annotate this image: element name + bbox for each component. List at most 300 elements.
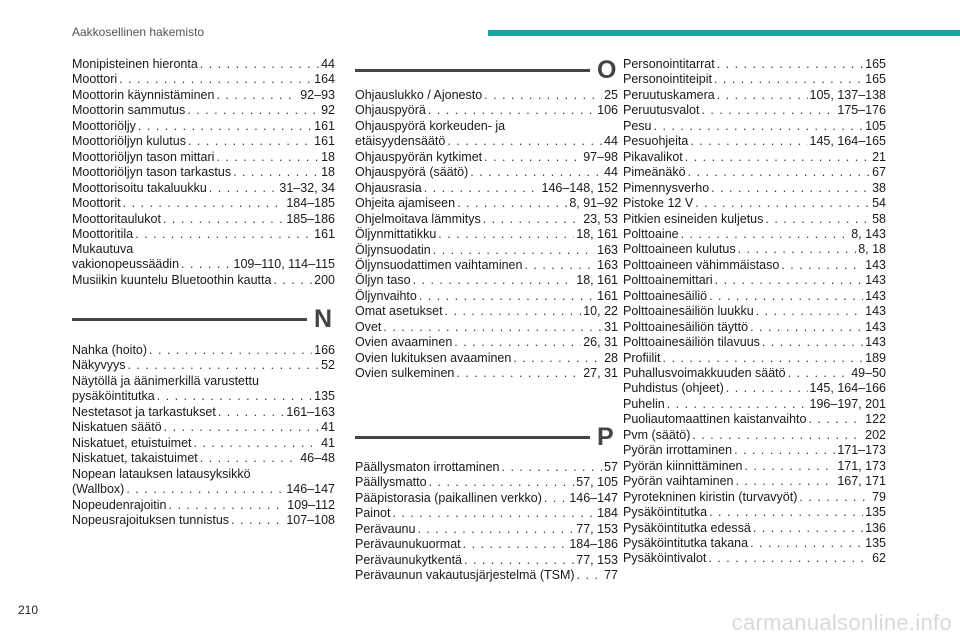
index-entry-pages: 28 [604, 350, 618, 365]
index-entry-pages: 8, 91–92 [569, 196, 618, 211]
dot-leader [138, 119, 312, 134]
index-entry-term: Niskatuet, takaistuimet [72, 451, 198, 466]
index-entry-term: Pyörän vaihtaminen [623, 474, 734, 489]
index-entry-pages: 184–185 [286, 196, 335, 211]
index-entry [355, 537, 618, 552]
index-entry-pages: 44 [604, 165, 618, 180]
index-entry [623, 273, 886, 288]
index-entry-pages: 77, 153 [576, 521, 618, 536]
section-divider [72, 318, 307, 321]
index-entry-term: Perävaunukuormat [355, 537, 461, 552]
index-entry-term: Perävaunukytkentä [355, 552, 463, 567]
dot-leader [163, 212, 284, 227]
dot-leader [654, 119, 864, 134]
index-entry-pages: 109–112 [287, 497, 335, 512]
dot-leader [709, 289, 863, 304]
index-entry-pages: 143 [865, 335, 886, 350]
index-entry-pages: 38 [872, 180, 886, 195]
index-entry [623, 335, 886, 350]
dot-leader [762, 335, 863, 350]
index-entry-term: Öljynsuodattimen vaihtaminen [355, 257, 523, 272]
section-letter: P [597, 423, 614, 451]
index-entry-term: Moottoriöljyn tason tarkastus [72, 165, 232, 180]
index-entry [355, 289, 618, 304]
index-entry-pages: 161 [314, 118, 335, 133]
dot-leader [209, 181, 278, 196]
index-entry-term: Perävaunun vakautusjärjestelmä (TSM) [355, 568, 575, 583]
index-entry-pages: 165 [865, 57, 886, 71]
index-entry-pages: 54 [872, 196, 886, 211]
index-entry-term: Puhallusvoimakkuuden säätö [623, 366, 786, 380]
index-entry-pages: 161–163 [286, 404, 335, 419]
index-entry [623, 165, 886, 180]
dot-leader [187, 103, 319, 118]
dot-leader [127, 358, 319, 373]
index-entry-pages: 200 [314, 273, 335, 288]
index-entry-pages: 44 [604, 133, 618, 148]
index-entry [355, 351, 618, 366]
index-entry-pages: 167, 171 [837, 474, 886, 489]
index-entry [355, 150, 618, 165]
index-entry-term: Moottori [72, 72, 118, 87]
index-entry-term: vakionopeussäädin [72, 257, 180, 272]
index-entry [623, 536, 886, 551]
dot-leader [753, 521, 863, 536]
index-entry-term: Nahka (hoito) [72, 343, 148, 357]
dot-leader [233, 165, 319, 180]
dot-leader [667, 397, 808, 412]
index-entry-term: Omat asetukset [355, 304, 443, 319]
index-entry [623, 196, 886, 211]
index-entry [623, 551, 886, 566]
index-entry [623, 381, 886, 396]
index-entry-pages: 161 [597, 288, 618, 303]
index-entry-term: Pysäköintivalot [623, 551, 707, 566]
index-entry-pages: 189 [865, 350, 886, 365]
index-entry-term: Personointiteipit [623, 72, 712, 87]
dot-leader [454, 335, 581, 350]
index-entry [623, 119, 886, 134]
index-entry-term: Pyrotekninen kiristin (turvavyöt) [623, 489, 798, 504]
index-entry [355, 460, 618, 475]
page-number: 210 [18, 603, 39, 617]
index-entry-pages: 79 [872, 489, 886, 504]
index-entry-term: pysäköintitutka [72, 388, 155, 403]
dot-leader [695, 196, 870, 211]
index-entry-term: Ovet [355, 319, 382, 334]
dot-leader [200, 57, 319, 72]
dot-leader [169, 498, 286, 513]
dot-leader [383, 320, 602, 335]
dot-leader [502, 460, 603, 475]
index-entry-pages: 184–186 [569, 537, 618, 552]
index-entry-term: Moottoritila [72, 226, 134, 241]
index-entry [72, 103, 335, 118]
dot-leader [692, 428, 863, 443]
index-entry [72, 72, 335, 87]
index-entry-pages: 44 [321, 57, 335, 71]
dot-leader [188, 134, 312, 149]
index-entry [355, 491, 618, 506]
index-entry-pages: 27, 31 [583, 366, 618, 381]
index-entry-pages: 107–108 [286, 512, 335, 527]
index-entry [72, 165, 335, 180]
index-entry-pages: 52 [321, 358, 335, 373]
dot-leader [216, 150, 319, 165]
index-entry-term: Moottoriöljy [72, 118, 136, 133]
dot-leader [734, 443, 835, 458]
section-divider [355, 69, 590, 72]
index-entry [355, 522, 618, 537]
dot-leader [726, 381, 808, 396]
index-entry-term-line1: Näytöllä ja äänimerkillä varustettu [72, 373, 259, 388]
index-entry-term: Pesuohjeita [623, 134, 689, 149]
index-entry-term: Moottoritaulukot [72, 211, 161, 226]
dot-leader [717, 88, 808, 103]
index-entry-pages: 10, 22 [583, 304, 618, 319]
index-entry [72, 343, 335, 358]
index-entry-pages: 171–173 [837, 443, 886, 458]
index-entry-pages: 58 [872, 211, 886, 226]
dot-leader [413, 273, 575, 288]
index-entry [72, 374, 335, 404]
dot-leader [709, 505, 863, 520]
dot-leader [273, 273, 312, 288]
index-entry [623, 242, 886, 257]
index-entry [623, 212, 886, 227]
index-entry-term: Polttoaine [623, 226, 679, 241]
index-entry-pages: 41 [321, 420, 335, 435]
dot-leader [745, 459, 836, 474]
index-entry-term: Öljyn taso [355, 273, 411, 288]
dot-leader [119, 72, 312, 87]
index-entry-pages: 31 [604, 319, 618, 334]
index-entry-pages: 105, 137–138 [809, 87, 886, 102]
dot-leader [419, 289, 595, 304]
index-entry-pages: 184 [597, 506, 618, 521]
index-entry [623, 366, 886, 381]
index-entry [355, 335, 618, 350]
index-entry-pages: 145, 164–165 [809, 134, 886, 149]
dot-leader [701, 103, 835, 118]
dot-leader [577, 568, 603, 583]
index-entry-term: Ohjauslukko / Ajonesto [355, 88, 483, 102]
dot-leader [524, 258, 595, 273]
index-entry-term: Moottoriöljyn kulutus [72, 134, 186, 149]
index-entry-pages: 135 [865, 505, 886, 520]
index-entry [72, 273, 335, 288]
index-entry [623, 521, 886, 536]
dot-leader [123, 196, 285, 211]
dot-leader [735, 474, 835, 489]
index-entry [623, 57, 886, 72]
dot-leader [447, 134, 602, 149]
index-entry-pages: 135 [314, 388, 335, 403]
index-entry [72, 405, 335, 420]
index-entry-pages: 109–110, 114–115 [233, 257, 335, 272]
index-entry [623, 505, 886, 520]
index-entry-term: Pysäköintitutka [623, 505, 708, 520]
index-entry-term: etäisyydensäätö [355, 133, 446, 148]
index-entry-pages: 166 [314, 343, 335, 357]
index-entry-term: Pimeänäkö [623, 165, 686, 180]
index-entry [623, 150, 886, 165]
index-entry [72, 451, 335, 466]
index-entry-term: Ovien sulkeminen [355, 366, 455, 381]
dot-leader [438, 227, 574, 242]
index-entry [623, 289, 886, 304]
dot-leader [688, 165, 871, 180]
index-entry-term: Polttoainesäiliön täyttö [623, 319, 749, 334]
index-entry [72, 119, 335, 134]
index-entry-term: Pimennysverho [623, 180, 710, 195]
index-entry [355, 506, 618, 521]
dot-leader [181, 257, 231, 272]
dot-leader [663, 351, 864, 366]
index-entry-pages: 46–48 [300, 451, 335, 466]
dot-leader [164, 420, 319, 435]
index-entry-term: Polttoaineen vähimmäistaso [623, 257, 780, 272]
index-entry-term: Polttoaineen kulutus [623, 242, 736, 257]
index-entry-pages: 146–147 [286, 481, 335, 496]
index-entry [623, 103, 886, 118]
index-entry-term: Pysäköintitutka takana [623, 535, 749, 550]
index-entry-term: Profiilit [623, 350, 661, 365]
index-entry-term: Pitkien esineiden kuljetus [623, 211, 764, 226]
index-entry [623, 428, 886, 443]
index-entry-term: Ovien lukituksen avaaminen [355, 350, 512, 365]
dot-leader [750, 320, 863, 335]
index-entry [623, 351, 886, 366]
index-entry-pages: 171, 173 [837, 458, 886, 473]
dot-leader [216, 88, 298, 103]
index-entry-term: Personointitarrat [623, 57, 715, 71]
index-entry-term: Moottorit [72, 196, 121, 211]
index-entry-pages: 106 [597, 103, 618, 118]
index-entry-pages: 57, 105 [576, 475, 618, 490]
index-entry [355, 243, 618, 258]
index-entry-term: Nopeusrajoituksen tunnistus [72, 512, 230, 527]
dot-leader [456, 366, 581, 381]
index-entry-pages: 143 [865, 257, 886, 272]
index-entry [355, 165, 618, 180]
index-entry [355, 273, 618, 288]
index-entry-pages: 92 [321, 103, 335, 118]
index-entry-pages: 165 [865, 72, 886, 87]
index-entry [623, 320, 886, 335]
index-entry [72, 513, 335, 528]
dot-leader [157, 389, 312, 404]
dot-leader [484, 150, 581, 165]
index-entry [72, 498, 335, 513]
dot-leader [750, 536, 863, 551]
index-entry-pages: 41 [321, 435, 335, 450]
index-entry-pages: 143 [865, 319, 886, 334]
index-entry-term: Moottorin sammutus [72, 103, 186, 118]
dot-leader [788, 366, 850, 381]
index-entry-pages: 8, 18 [858, 242, 886, 257]
dot-leader [135, 227, 312, 242]
dot-leader [464, 553, 574, 568]
index-entry-term: Öljynmittatikku [355, 227, 437, 242]
index-entry-term: Moottorin käynnistäminen [72, 87, 215, 102]
dot-leader [708, 551, 870, 566]
index-entry [72, 227, 335, 242]
dot-leader [714, 72, 863, 87]
dot-leader [711, 181, 870, 196]
index-entry [72, 467, 335, 497]
dot-leader [231, 513, 284, 528]
dot-leader [738, 242, 857, 257]
index-entry-term: Ohjelmoitava lämmitys [355, 211, 481, 226]
index-entry [623, 227, 886, 242]
index-entry [623, 397, 886, 412]
index-entry-pages: 163 [597, 257, 618, 272]
index-entry [355, 320, 618, 335]
dot-leader [484, 88, 602, 103]
index-entry [623, 474, 886, 489]
index-entry [72, 358, 335, 373]
index-entry-term: Puoliautomaattinen kaistanvaihto [623, 412, 807, 427]
index-entry-pages: 62 [872, 551, 886, 566]
index-entry-term: Perävaunu [355, 521, 416, 536]
dot-leader [424, 181, 540, 196]
index-entry-term: Pistoke 12 V [623, 196, 694, 211]
index-entry-term: Niskatuen säätö [72, 420, 162, 435]
index-entry-pages: 185–186 [286, 211, 335, 226]
index-entry-pages: 57 [604, 460, 618, 474]
dot-leader [781, 258, 863, 273]
index-entry-term: Päällysmatto [355, 475, 427, 490]
index-entry [623, 258, 886, 273]
index-entry [355, 181, 618, 196]
index-entry [72, 420, 335, 435]
index-entry [355, 227, 618, 242]
dot-leader [149, 343, 312, 358]
index-entry-term: Pyörän irrottaminen [623, 443, 733, 458]
header-accent-bar [488, 30, 960, 36]
index-entry [623, 181, 886, 196]
index-entry-term: Peruutuskamera [623, 87, 715, 102]
dot-leader [457, 196, 567, 211]
index-entry-term: Päällysmaton irrottaminen [355, 460, 500, 474]
index-entry [623, 88, 886, 103]
index-entry [623, 134, 886, 149]
index-entry-pages: 146–147 [569, 490, 618, 505]
index-entry-term: Öljynvaihto [355, 288, 417, 303]
index-entry-term: Ovien avaaminen [355, 335, 453, 350]
index-entry [355, 196, 618, 211]
dot-leader [808, 412, 863, 427]
index-entry-pages: 26, 31 [583, 335, 618, 350]
index-entry [355, 119, 618, 149]
index-entry-pages: 164 [314, 72, 335, 87]
dot-leader [194, 436, 320, 451]
index-entry-pages: 135 [865, 535, 886, 550]
running-header-title: Aakkosellinen hakemisto [72, 25, 205, 39]
index-entry-pages: 145, 164–166 [809, 381, 886, 396]
dot-leader [463, 537, 568, 552]
section-letter: O [597, 56, 617, 84]
dot-leader [218, 405, 285, 420]
index-entry-term: Ohjeita ajamiseen [355, 196, 456, 211]
dot-leader [392, 506, 595, 521]
index-entry-pages: 18, 161 [576, 273, 618, 288]
index-entry-term: Moottorisoitu takaluukku [72, 180, 207, 195]
index-entry-term: Pääpistorasia (paikallinen verkko) [355, 490, 542, 505]
index-entry [623, 459, 886, 474]
index-entry-pages: 163 [597, 242, 618, 257]
index-entry-pages: 18 [321, 165, 335, 180]
index-entry [72, 436, 335, 451]
dot-leader [445, 304, 582, 319]
index-entry-pages: 143 [865, 288, 886, 303]
index-entry-pages: 18, 161 [576, 227, 618, 242]
index-entry-pages: 196–197, 201 [809, 396, 886, 411]
index-entry [355, 258, 618, 273]
index-entry-pages: 25 [604, 88, 618, 102]
index-entry-pages: 105 [865, 118, 886, 133]
dot-leader [483, 212, 582, 227]
index-entry-pages: 77 [604, 568, 618, 583]
index-entry [355, 475, 618, 490]
index-entry [355, 568, 618, 583]
dot-leader [470, 165, 602, 180]
index-entry [355, 366, 618, 381]
index-entry-pages: 143 [865, 304, 886, 319]
index-entry-term: Pvm (säätö) [623, 427, 691, 442]
index-entry-term: Puhdistus (ohjeet) [623, 381, 724, 396]
dot-leader [756, 304, 864, 319]
index-entry [623, 490, 886, 505]
index-entry-pages: 49–50 [851, 366, 886, 380]
index-entry-pages: 146–148, 152 [541, 180, 618, 195]
index-entry-term: Peruutusvalot [623, 103, 700, 118]
section-letter: N [314, 305, 333, 333]
index-entry-pages: 21 [872, 149, 886, 164]
section-divider [355, 436, 590, 439]
index-entry [355, 212, 618, 227]
index-entry-term: Nestetasot ja tarkastukset [72, 404, 216, 419]
index-entry-term: Öljynsuodatin [355, 242, 431, 257]
dot-leader [417, 522, 574, 537]
index-entry [623, 304, 886, 319]
index-entry-term: Näkyvyys [72, 358, 126, 373]
index-entry-term-line1: Ohjauspyörä korkeuden- ja [355, 118, 506, 133]
index-entry [72, 242, 335, 272]
index-entry-term: Ohjausrasia [355, 180, 422, 195]
index-entry-term: Moottoriöljyn tason mittari [72, 149, 215, 164]
dot-leader [799, 490, 870, 505]
index-entry-pages: 161 [314, 134, 335, 149]
index-entry-pages: 77, 153 [576, 552, 618, 567]
index-entry-term: Puhelin [623, 396, 665, 411]
dot-leader [428, 103, 595, 118]
index-entry-term: Niskatuet, etuistuimet [72, 435, 192, 450]
index-entry-pages: 23, 53 [583, 211, 618, 226]
index-entry-term: Polttoainesäiliön luukku [623, 304, 754, 319]
index-entry-pages: 67 [872, 165, 886, 180]
index-entry [355, 304, 618, 319]
dot-leader [429, 475, 575, 490]
index-entry [355, 88, 618, 103]
index-entry [72, 134, 335, 149]
index-entry-pages: 92–93 [300, 87, 335, 102]
dot-leader [690, 134, 807, 149]
index-entry-term: Musiikin kuuntelu Bluetoothin kautta [72, 273, 272, 288]
index-entry [355, 553, 618, 568]
dot-leader [433, 243, 595, 258]
